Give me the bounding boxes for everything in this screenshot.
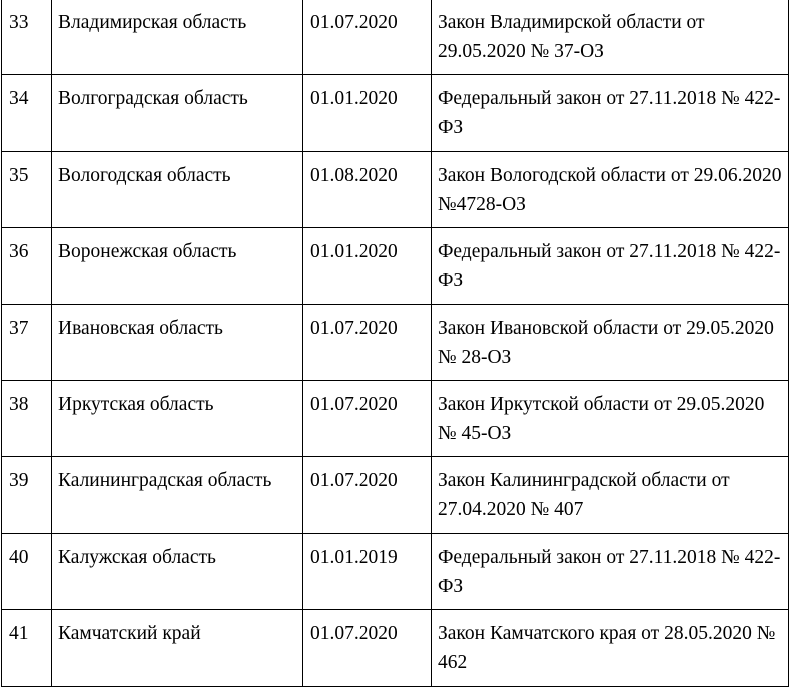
effective-date: 01.07.2020 bbox=[303, 0, 432, 75]
effective-date: 01.07.2020 bbox=[303, 457, 432, 533]
row-number: 41 bbox=[2, 610, 52, 686]
row-number: 36 bbox=[2, 228, 52, 304]
table-row bbox=[2, 228, 789, 304]
row-number: 33 bbox=[2, 0, 52, 75]
row-number: 35 bbox=[2, 151, 52, 227]
table-row bbox=[2, 0, 789, 75]
row-number: 40 bbox=[2, 533, 52, 609]
region-name: Владимирская область bbox=[52, 0, 303, 75]
row-number: 39 bbox=[2, 457, 52, 533]
table-row bbox=[2, 75, 789, 151]
region-name: Воронежская область bbox=[52, 228, 303, 304]
region-name: Калининградская область bbox=[52, 457, 303, 533]
region-name: Калужская область bbox=[52, 533, 303, 609]
table-row bbox=[2, 610, 789, 686]
table-row bbox=[2, 380, 789, 456]
table-row bbox=[2, 151, 789, 227]
region-name: Иркутская область bbox=[52, 380, 303, 456]
row-number: 38 bbox=[2, 380, 52, 456]
effective-date: 01.01.2020 bbox=[303, 228, 432, 304]
effective-date: 01.01.2019 bbox=[303, 533, 432, 609]
row-number: 34 bbox=[2, 75, 52, 151]
regions-law-table bbox=[1, 0, 789, 687]
law-reference: Закон Камчатского края от 28.05.2020 № 462 bbox=[432, 610, 789, 686]
law-reference: Федеральный закон от 27.11.2018 № 422-ФЗ bbox=[432, 228, 789, 304]
law-reference: Закон Вологодской области от 29.06.2020 №4728-ОЗ bbox=[432, 151, 789, 227]
law-reference: Федеральный закон от 27.11.2018 № 422-ФЗ bbox=[432, 75, 789, 151]
effective-date: 01.07.2020 bbox=[303, 610, 432, 686]
region-name: Волгоградская область bbox=[52, 75, 303, 151]
law-reference: Закон Ивановской области от 29.05.2020 № 28-ОЗ bbox=[432, 304, 789, 380]
table-row bbox=[2, 304, 789, 380]
law-reference: Закон Владимирской области от 29.05.2020 № 37-ОЗ bbox=[432, 0, 789, 75]
effective-date: 01.07.2020 bbox=[303, 380, 432, 456]
region-name: Вологодская область bbox=[52, 151, 303, 227]
law-reference: Закон Калининградской области от 27.04.2020 № 407 bbox=[432, 457, 789, 533]
region-name: Ивановская область bbox=[52, 304, 303, 380]
law-reference: Закон Иркутской области от 29.05.2020 № 45-ОЗ bbox=[432, 380, 789, 456]
table-row bbox=[2, 457, 789, 533]
row-number: 37 bbox=[2, 304, 52, 380]
effective-date: 01.01.2020 bbox=[303, 75, 432, 151]
table-row bbox=[2, 533, 789, 609]
law-reference: Федеральный закон от 27.11.2018 № 422-ФЗ bbox=[432, 533, 789, 609]
region-name: Камчатский край bbox=[52, 610, 303, 686]
effective-date: 01.07.2020 bbox=[303, 304, 432, 380]
effective-date: 01.08.2020 bbox=[303, 151, 432, 227]
